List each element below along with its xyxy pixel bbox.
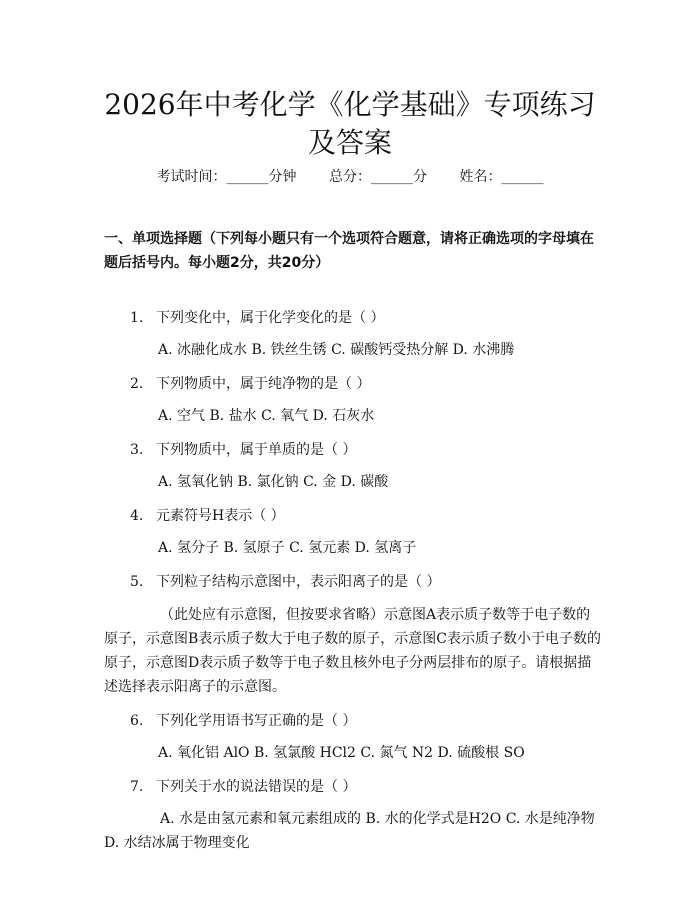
question-3 xyxy=(130,440,600,460)
question-1-options: A. 冰融化成水 B. 铁丝生锈 C. 碳酸钙受热分解 D. 水沸腾 xyxy=(158,342,515,358)
question-6-options: A. 氧化铝 AlO B. 氢氯酸 HCl2 C. 氮气 N2 D. 硫酸根 SO xyxy=(158,745,525,761)
question-number: 5. xyxy=(130,574,144,590)
question-text: 下列物质中，属于纯净物的是（ ） xyxy=(156,376,371,392)
question-text: 下列物质中，属于单质的是（ ） xyxy=(156,442,357,458)
question-text: 下列变化中，属于化学变化的是（ ） xyxy=(156,310,385,326)
page-title: 2026年中考化学《化学基础》专项练习及答案 xyxy=(104,88,596,159)
question-1 xyxy=(130,308,600,328)
question-4 xyxy=(130,506,600,526)
exam-meta xyxy=(0,167,700,187)
exam-name: 姓名：______ xyxy=(459,169,544,185)
question-number: 6. xyxy=(130,713,144,729)
question-text: 下列关于水的说法错误的是（ ） xyxy=(156,779,357,795)
question-number: 2. xyxy=(130,376,144,392)
question-3-options: A. 氢氧化钠 B. 氯化钠 C. 金 D. 碳酸 xyxy=(158,474,389,490)
question-2-options: A. 空气 B. 盐水 C. 氧气 D. 石灰水 xyxy=(158,408,375,424)
question-6 xyxy=(130,711,600,731)
question-7-options: A. 水是由氢元素和氧元素组成的 B. 水的化学式是H2O C. 水是纯净物 D. 水结冰属于物理变化 xyxy=(104,811,595,851)
question-number: 3. xyxy=(130,442,144,458)
question-text: 下列粒子结构示意图中，表示阳离子的是（ ） xyxy=(156,574,441,590)
question-5 xyxy=(130,572,600,592)
question-number: 7. xyxy=(130,779,144,795)
exam-score: 总分：______分 xyxy=(329,169,427,185)
section-heading: 一、单项选择题（下列每小题只有一个选项符合题意，请将正确选项的字母填在题后括号内。每小题2分，共20分） xyxy=(104,231,594,271)
exam-time: 考试时间：______分钟 xyxy=(156,169,297,185)
question-text: 下列化学用语书写正确的是（ ） xyxy=(156,713,357,729)
question-7 xyxy=(130,777,600,797)
question-2 xyxy=(130,374,600,394)
question-number: 4. xyxy=(130,508,144,524)
question-number: 1. xyxy=(130,310,144,326)
question-5-description: （此处应有示意图，但按要求省略）示意图A表示质子数等于电子数的原子，示意图B表示质子数大于电子数的原子，示意图C表示质子数小于电子数的原子，示意图D表示质子数等于电子数且核外电子分两层排布的原子。请根据描述选择表示阳离子的示意图。 xyxy=(104,607,601,695)
question-4-options: A. 氢分子 B. 氢原子 C. 氢元素 D. 氢离子 xyxy=(158,540,417,556)
question-text: 元素符号H表示（ ） xyxy=(156,508,285,524)
